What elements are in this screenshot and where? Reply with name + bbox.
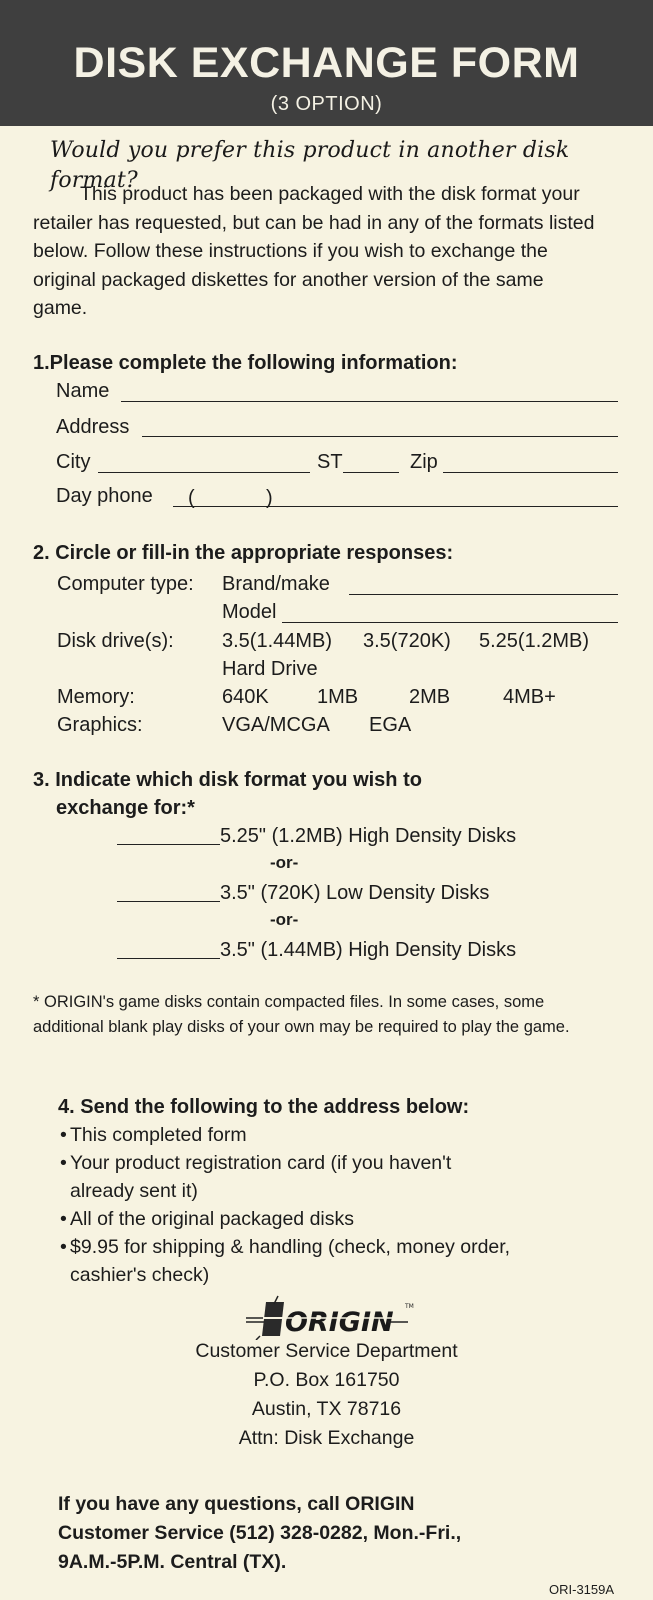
footer-line: If you have any questions, call ORIGIN xyxy=(58,1493,415,1515)
section-3-heading: 3. Indicate which disk format you wish to xyxy=(33,769,422,791)
list-item: • Your product registration card (if you haven't xyxy=(60,1152,452,1174)
brand-field[interactable] xyxy=(349,594,618,595)
drive-option[interactable]: 3.5(1.44MB) xyxy=(222,630,333,652)
form-code: ORI-3159A xyxy=(549,1582,615,1597)
origin-logo xyxy=(238,1294,418,1340)
list-item: • All of the original packaged disks xyxy=(60,1208,354,1230)
disk-drive-label: Disk drive(s): xyxy=(57,630,174,652)
contact-footer xyxy=(58,1490,578,1577)
graphics-label: Graphics: xyxy=(57,714,143,736)
brand-label: Brand/make xyxy=(222,573,330,595)
memory-option[interactable]: 4MB+ xyxy=(503,686,556,708)
section-2-heading: 2. Circle or fill-in the appropriate responses: xyxy=(33,542,454,564)
area-code-open: ( xyxy=(188,487,195,509)
form-subtitle: (3 OPTION) xyxy=(270,93,383,115)
or-divider: -or- xyxy=(270,853,299,872)
list-item: • This completed form xyxy=(60,1124,247,1146)
graphics-option[interactable]: VGA/MCGA xyxy=(222,714,330,736)
compacted-files-note: * ORIGIN's game disks contain compacted files. In some cases, some additional blank play disks of your own may be required to play the game. xyxy=(33,993,570,1036)
model-label: Model xyxy=(222,601,277,623)
format-choice-line[interactable] xyxy=(117,844,220,845)
graphics-option[interactable]: EGA xyxy=(369,714,412,736)
name-field[interactable] xyxy=(121,401,618,402)
section-4-heading: 4. Send the following to the address below: xyxy=(58,1096,470,1118)
header-banner xyxy=(0,0,653,126)
svg-text:ORIGIN: ORIGIN xyxy=(285,1307,394,1338)
format-option: 3.5" (1.44MB) High Density Disks xyxy=(220,939,517,961)
address-line: Customer Service Department xyxy=(195,1340,458,1362)
model-field[interactable] xyxy=(282,622,618,623)
address-field[interactable] xyxy=(142,436,618,437)
computer-type-label: Computer type: xyxy=(57,573,194,595)
day-phone-field[interactable] xyxy=(173,506,618,507)
format-question: Would you prefer this product in another disk format? xyxy=(50,138,570,193)
intro-paragraph: This product has been packaged with the disk format your retailer has requested, but can be had in any of the formats listed below. Follow these instructions if you wish to exchange the original packaged diskettes for another version of the same game. xyxy=(33,183,595,320)
drive-option[interactable]: 5.25(1.2MB) xyxy=(479,630,590,652)
section-1-heading: 1.Please complete the following information: xyxy=(33,352,458,374)
list-item: • $9.95 for shipping & handling (check, money order, xyxy=(60,1236,511,1258)
city-field[interactable] xyxy=(98,472,310,473)
drive-option[interactable]: 3.5(720K) xyxy=(363,630,451,652)
memory-option[interactable]: 2MB xyxy=(409,686,451,708)
footer-line: 9A.M.-5P.M. Central (TX). xyxy=(58,1551,287,1573)
state-field[interactable] xyxy=(343,472,399,473)
zip-label: Zip xyxy=(410,451,438,473)
address-line: P.O. Box 161750 xyxy=(253,1369,400,1391)
list-item-cont: already sent it) xyxy=(70,1180,198,1202)
drive-option-hard[interactable]: Hard Drive xyxy=(222,658,318,680)
format-option: 5.25" (1.2MB) High Density Disks xyxy=(220,825,517,847)
list-item-cont: cashier's check) xyxy=(70,1264,210,1286)
section-3-heading-cont: exchange for:* xyxy=(56,797,195,819)
address-line: Attn: Disk Exchange xyxy=(238,1427,415,1449)
format-option: 3.5" (720K) Low Density Disks xyxy=(220,882,490,904)
or-divider: -or- xyxy=(270,910,299,929)
footer-line: Customer Service (512) 328-0282, Mon.-Fri., xyxy=(58,1522,462,1544)
state-label: ST xyxy=(317,451,343,473)
address-label: Address xyxy=(56,416,130,438)
address-line: Austin, TX 78716 xyxy=(251,1398,402,1420)
memory-option[interactable]: 640K xyxy=(222,686,269,708)
zip-field[interactable] xyxy=(443,472,618,473)
area-code-close: ) xyxy=(266,487,273,509)
format-choice-line[interactable] xyxy=(117,958,220,959)
day-phone-label: Day phone xyxy=(56,485,153,507)
name-label: Name xyxy=(56,380,110,402)
origin-logo-mark xyxy=(238,1294,418,1340)
form-title: DISK EXCHANGE FORM xyxy=(73,39,580,87)
format-choice-line[interactable] xyxy=(117,901,220,902)
memory-option[interactable]: 1MB xyxy=(317,686,359,708)
city-label: City xyxy=(56,451,91,473)
memory-label: Memory: xyxy=(57,686,135,708)
svg-text:TM: TM xyxy=(405,1303,414,1310)
